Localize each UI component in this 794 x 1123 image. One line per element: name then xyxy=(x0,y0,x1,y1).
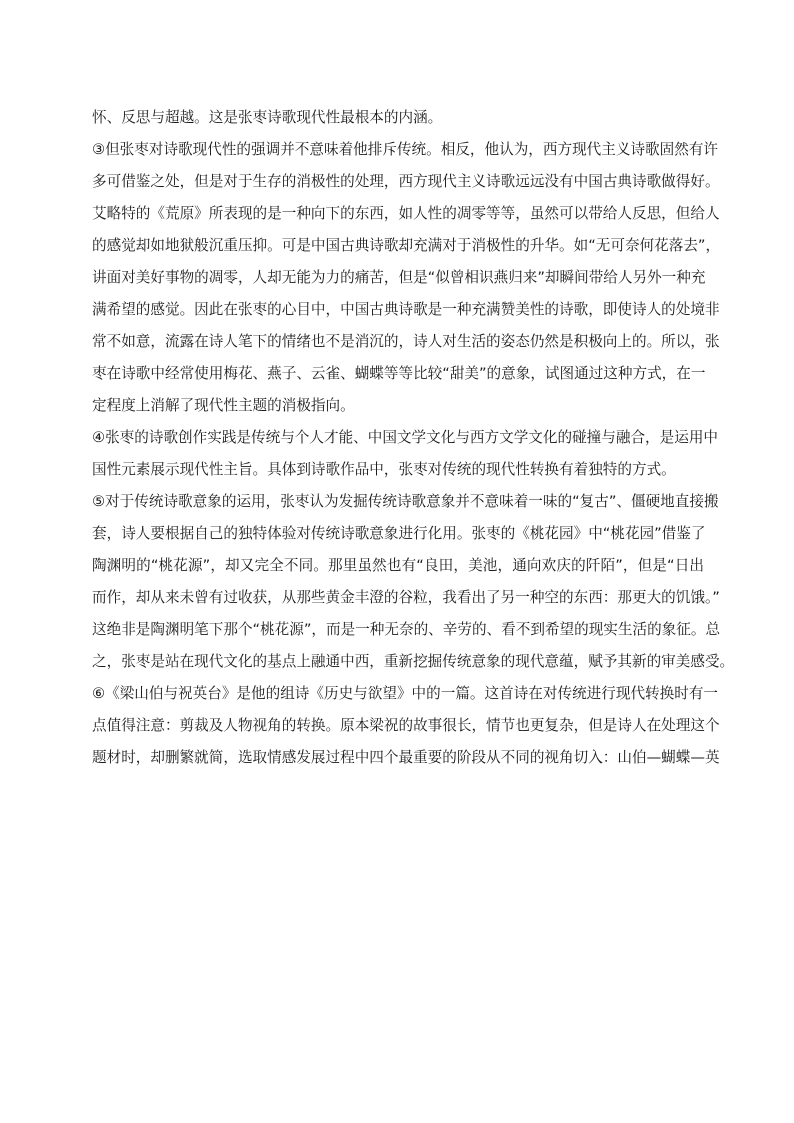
text-line: 国性元素展示现代性主旨。具体到诗歌作品中，张枣对传统的现代性转换有着独特的方式。 xyxy=(92,461,676,478)
text-line: 怀、反思与超越。这是张枣诗歌现代性最根本的内涵。 xyxy=(92,109,443,126)
text-line: 满希望的感觉。因此在张枣的心目中，中国古典诗歌是一种充满赞美性的诗歌，即使诗人的处境非 xyxy=(92,301,720,318)
text-line: 常不如意，流露在诗人笔下的情绪也不是消沉的，诗人对生活的姿态仍然是积极向上的。所以，张 xyxy=(92,333,720,350)
text-line: 点值得注意：剪裁及人物视角的转换。原本梁祝的故事很长，情节也更复杂，但是诗人在处理这个 xyxy=(92,717,720,734)
text-line: ③但张枣对诗歌现代性的强调并不意味着他排斥传统。相反，他认为，西方现代主义诗歌固然有许 xyxy=(92,141,719,158)
text-line: ⑤对于传统诗歌意象的运用，张枣认为发掘传统诗歌意象并不意味着一味的“复古”、僵硬地直接搬 xyxy=(92,493,719,510)
text-line: ⑥《梁山伯与祝英台》是他的组诗《历史与欲望》中的一篇。这首诗在对传统进行现代转换时有一 xyxy=(92,685,719,702)
text-line: 这绝非是陶渊明笔下那个“桃花源”，而是一种无奈的、辛劳的、看不到希望的现实生活的象征。总 xyxy=(92,621,721,638)
text-line: 的感觉却如地狱般沉重压抑。可是中国古典诗歌却充满对于消极性的升华。如“无可奈何花落去”， xyxy=(92,237,721,254)
text-line: 题材时，却删繁就简，选取情感发展过程中四个最重要的阶段从不同的视角切入：山伯—蝴蝶—英 xyxy=(92,749,720,766)
text-line: 套，诗人要根据自己的独特体验对传统诗歌意象进行化用。张枣的《桃花园》中“桃花园”借鉴了 xyxy=(92,525,706,542)
text-line: ④张枣的诗歌创作实践是传统与个人才能、中国文学文化与西方文学文化的碰撞与融合，是运用中 xyxy=(92,429,719,446)
text-line: 讲面对美好事物的凋零，人却无能为力的痛苦，但是“似曾相识燕归来”却瞬间带给人另外一种充 xyxy=(92,269,706,286)
text-line: 多可借鉴之处，但是对于生存的消极性的处理，西方现代主义诗歌远远没有中国古典诗歌做得好。 xyxy=(92,173,720,190)
text-line: 枣在诗歌中经常使用梅花、燕子、云雀、蝴蝶等等比较“甜美”的意象，试图通过这种方式，在一 xyxy=(92,365,706,382)
text-line: 陶渊明的“桃花源”，却又完全不同。那里虽然也有“良田，美池，通向欢庆的阡陌”，但是“日出 xyxy=(92,557,704,574)
text-line: 而作，却从来未曾有过收获，从那些黄金丰澄的谷粒，我看出了另一种空的东西：那更大的饥饿。” xyxy=(92,589,720,606)
body-text xyxy=(92,102,735,774)
text-line: 之，张枣是站在现代文化的基点上融通中西，重新挖掘传统意象的现代意蕴，赋予其新的审美感受。 xyxy=(92,653,735,670)
text-line: 艾略特的《荒原》所表现的是一种向下的东西，如人性的凋零等等，虽然可以带给人反思，但给人 xyxy=(92,205,720,222)
text-line: 定程度上消解了现代性主题的消极指向。 xyxy=(92,397,355,414)
